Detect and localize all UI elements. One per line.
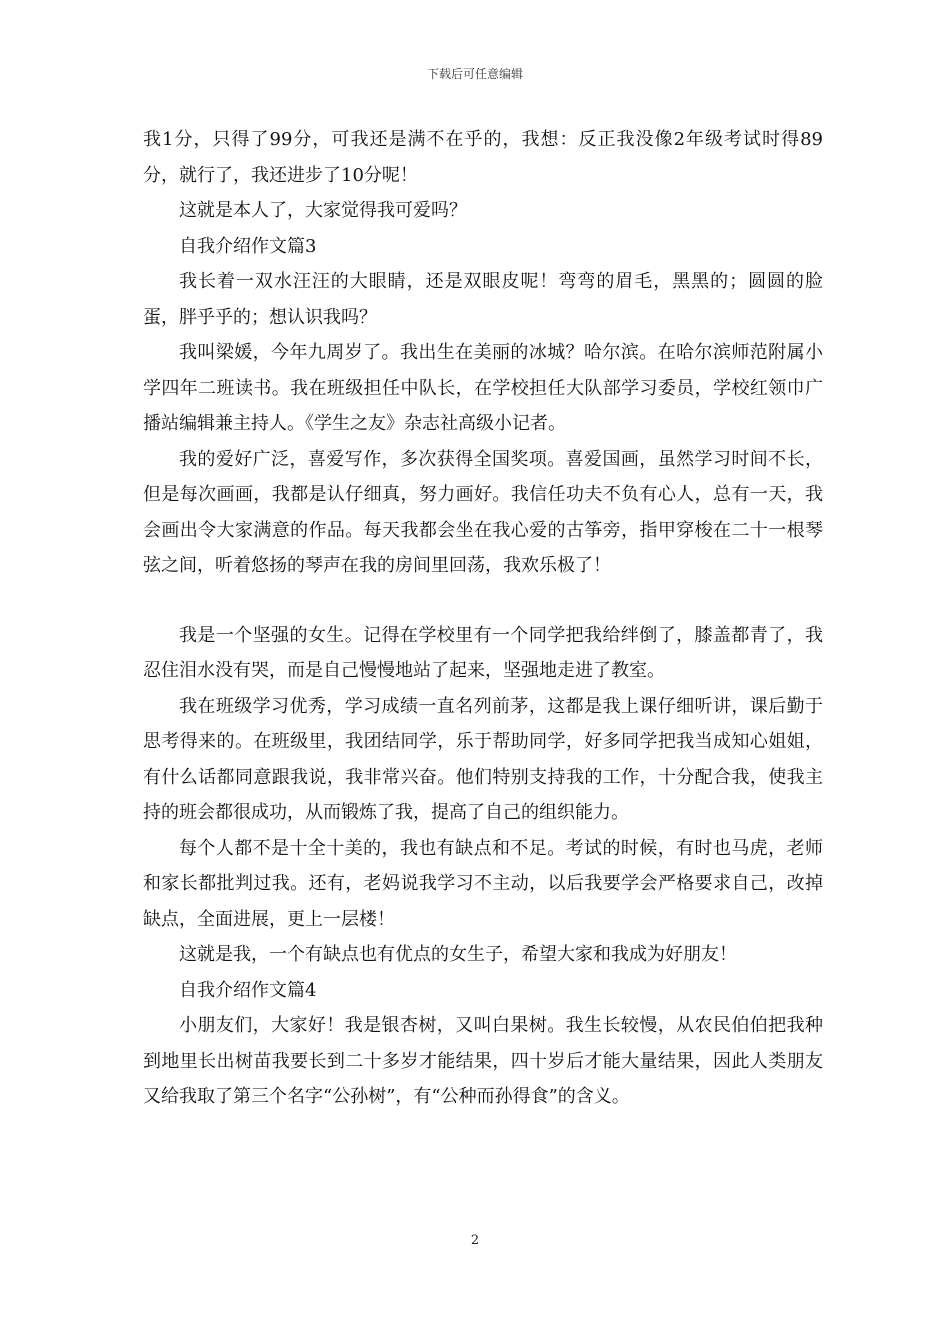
paragraph: 这就是我，一个有缺点也有优点的女生子，希望大家和我成为好朋友！ (179, 944, 737, 965)
paragraph: 我是一个坚强的女生。记得在学校里有一个同学把我给绊倒了，膝盖都青了，我忍住泪水没有哭，而是自己慢慢地站了起来，坚强地走进了教室。 (143, 624, 823, 681)
paragraph: 我1分，只得了99分，可我还是满不在乎的，我想：反正我没像2年级考试时得89分，就行了，我还进步了10分呢！ (143, 129, 823, 186)
page-number: 2 (470, 1233, 480, 1248)
paragraph: 这就是本人了，大家觉得我可爱吗？ (179, 200, 467, 221)
paragraph: 小朋友们，大家好！我是银杏树，又叫白果树。我生长较慢，从农民伯伯把我种到地里长出树苗我要长到二十多岁才能结果，四十岁后才能大量结果，因此人类朋友又给我取了第三个名字“公孙树”，有“公种而孙得食”的含义。 (143, 1015, 823, 1107)
paragraph: 我叫梁媛，今年九周岁了。我出生在美丽的冰城？哈尔滨。在哈尔滨师范附属小学四年二班读书。我在班级担任中队长，在学校担任大队部学习委员，学校红领巾广播站编辑兼主持人。《学生之友》杂志社高级小记者。 (143, 342, 823, 434)
section-heading: 自我介绍作文篇3 (179, 235, 317, 257)
paragraph-gap (143, 584, 823, 618)
paragraph: 我的爱好广泛，喜爱写作，多次获得全国奖项。喜爱国画，虽然学习时间不长，但是每次画画，我都是认仔细真，努力画好。我信任功夫不负有心人，总有一天，我会画出令大家满意的作品。每天我都会坐在我心爱的古筝旁，指甲穿梭在二十一根琴弦之间，听着悠扬的琴声在我的房间里回荡，我欢乐极了！ (143, 448, 823, 576)
section-heading: 自我介绍作文篇4 (179, 979, 317, 1001)
paragraph: 我长着一双水汪汪的大眼睛，还是双眼皮呢！弯弯的眉毛，黑黑的；圆圆的脸蛋，胖乎乎的；想认识我吗？ (143, 271, 823, 328)
document-body (143, 122, 823, 1115)
paragraph: 我在班级学习优秀，学习成绩一直名列前茅，这都是我上课仔细听讲，课后勤于思考得来的。在班级里，我团结同学，乐于帮助同学，好多同学把我当成知心姐姐，有什么话都同意跟我说，我非常兴奋。他们特别支持我的工作，十分配合我，使我主持的班会都很成功，从而锻炼了我，提高了自己的组织能力。 (143, 695, 823, 823)
page-header: 下载后可任意编辑 (426, 67, 523, 81)
paragraph: 每个人都不是十全十美的，我也有缺点和不足。考试的时候，有时也马虎，老师和家长都批判过我。还有，老妈说我学习不主动，以后我要学会严格要求自己，改掉缺点，全面进展，更上一层楼！ (143, 837, 823, 930)
